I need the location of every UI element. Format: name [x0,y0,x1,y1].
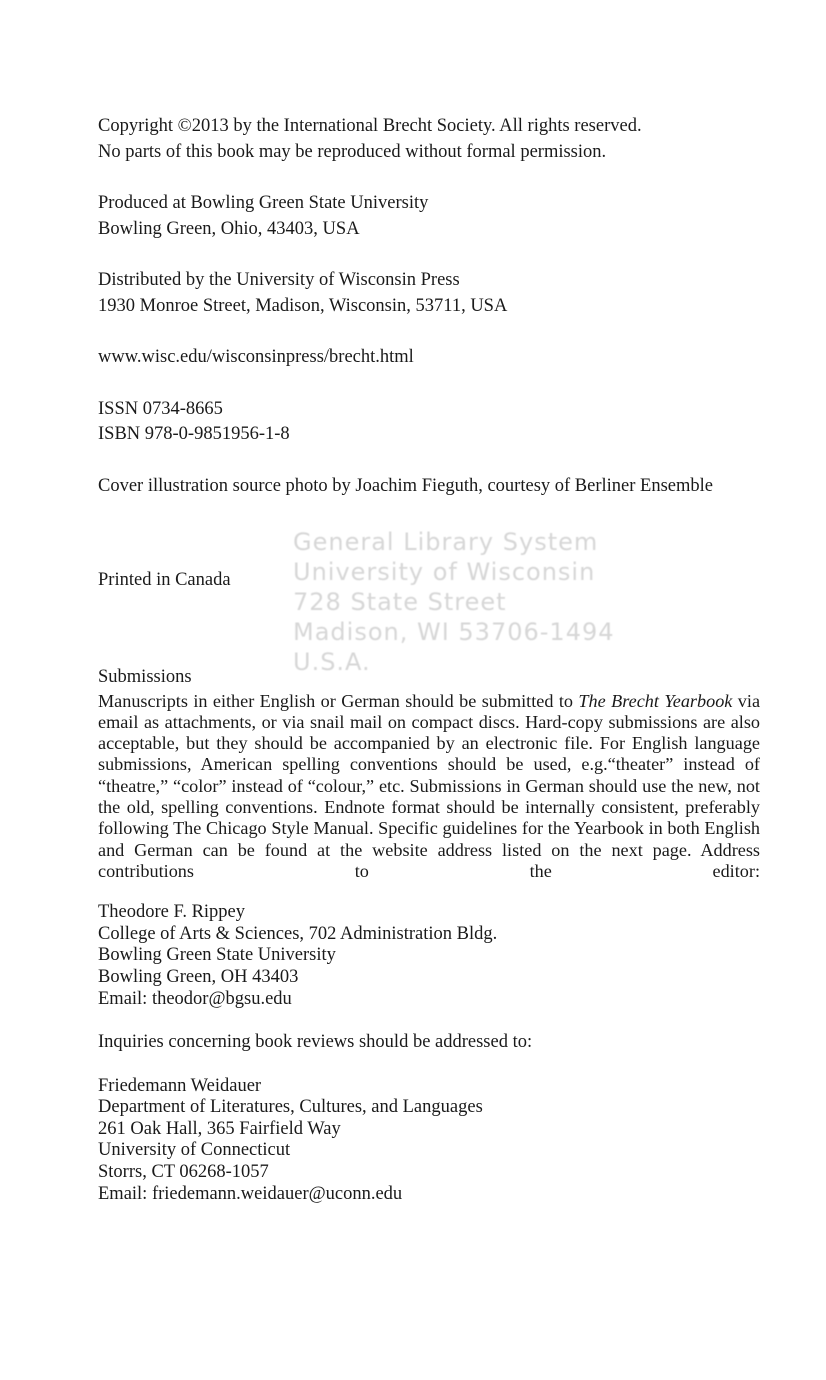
stamp-line: University of Wisconsin [293,558,596,586]
website-url: www.wisc.edu/wisconsinpress/brecht.html [98,347,414,367]
submissions-heading: Submissions [98,667,192,687]
editor-name: Theodore F. Rippey [98,902,246,923]
printed-row [98,525,760,680]
editor-address [98,902,760,1010]
stamp-line: U.S.A. [293,648,371,676]
journal-title: The Brecht Yearbook [578,690,733,711]
stamp-line: 728 State Street [293,588,507,616]
review-editor-address [98,1076,760,1206]
para-start: Manuscripts in either English or German should be submitted to [98,690,573,711]
produced-block [98,191,760,242]
distributor-line: Distributed by the University of Wisconsin Press [98,270,460,290]
submissions-paragraph [98,691,760,883]
review-editor-name: Friedemann Weidauer [98,1075,262,1096]
library-stamp [293,527,613,677]
isbn: ISBN 978-0-9851956-1-8 [98,424,290,444]
produced-line: Produced at Bowling Green State University [98,193,429,213]
review-editor-city: Storrs, CT 06268-1057 [98,1162,269,1183]
cover-credit: Cover illustration source photo by Joachim Fieguth, courtesy of Berliner Ensemble [98,475,713,496]
produced-address: Bowling Green, Ohio, 43403, USA [98,218,360,239]
copyright-block [98,114,760,165]
copyright-line: Copyright ©2013 by the International Brecht Society. All rights reserved. [98,116,642,136]
issn: ISSN 0734-8665 [98,398,223,419]
stamp-line: General Library System [293,528,599,556]
reviews-intro: Inquiries concerning book reviews should be addressed to: [98,1032,533,1053]
review-editor-department: Department of Literatures, Cultures, and Languages [98,1097,483,1118]
editor-city: Bowling Green, OH 43403 [98,966,299,987]
identifiers-block [98,397,760,448]
distributed-block [98,268,760,319]
distributor-address: 1930 Monroe Street, Madison, Wisconsin, 53711, USA [98,295,508,316]
stamp-line: Madison, WI 53706-1494 [293,618,615,646]
review-editor-email: Email: friedemann.weidauer@uconn.edu [98,1183,403,1204]
editor-college: College of Arts & Sciences, 702 Administration Bldg. [98,923,498,944]
printed-in: Printed in Canada [98,570,231,590]
editor-university: Bowling Green State University [98,945,336,966]
review-editor-office: 261 Oak Hall, 365 Fairfield Way [98,1118,341,1139]
permission-line: No parts of this book may be reproduced without formal permission. [98,141,607,162]
copyright-page [98,114,760,1205]
editor-email: Email: theodor@bgsu.edu [98,988,292,1009]
review-editor-university: University of Connecticut [98,1140,291,1161]
para-rest: via email as attachments, or via snail mail on compact discs. Hard-copy submissions are also acceptable, but they should be accompanied by an electronic file. For English language submissions, American spelling conventions should be used, e.g.“theater” instead of “theatre,” “color” instead of “colour,” etc. Submissions in German should use the new, not the old, spelling conventions. Endnote format should be internally consistent, preferably following The Chicago Style Manual. Specific guidelines for the Yearbook in both English and German can be found at the website address listed on the next page. Address contributions to the editor: [98,690,761,881]
